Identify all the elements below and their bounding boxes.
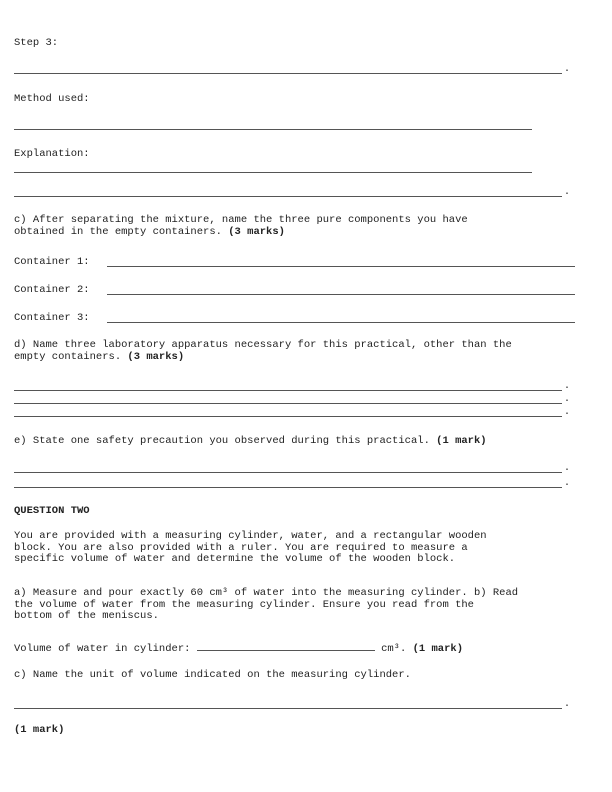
container-3-answer-line[interactable] xyxy=(107,322,575,323)
part-d-text: d) Name three laboratory apparatus necessary for this practical, other than the empty containers. xyxy=(14,339,512,363)
part-e-answer-line-1[interactable] xyxy=(14,472,562,473)
explanation-label: Explanation: xyxy=(14,148,90,160)
volume-label: Volume of water in cylinder: xyxy=(14,643,191,655)
explanation-answer-line-1[interactable] xyxy=(14,172,532,173)
volume-unit: cm³. xyxy=(381,643,407,655)
part-d-marks: (3 marks) xyxy=(127,350,185,363)
container-3-label: Container 3: xyxy=(14,312,90,324)
container-2-answer-line[interactable] xyxy=(107,294,575,295)
method-label: Method used: xyxy=(14,93,90,105)
step3-label: Step 3: xyxy=(14,37,59,49)
line-end-dot: . xyxy=(564,64,571,75)
explanation-answer-line-2[interactable] xyxy=(14,196,562,197)
line-end-dot: . xyxy=(564,187,571,198)
part-d-answer-line-2[interactable] xyxy=(14,403,562,404)
part-e-question xyxy=(14,435,487,447)
part-c-question xyxy=(14,215,468,238)
question-two-part-c: c) Name the unit of volume indicated on the measuring cylinder. xyxy=(14,669,411,681)
part-c-marks: (3 marks) xyxy=(228,225,285,238)
volume-row xyxy=(14,642,463,655)
part-c-text: c) After separating the mixture, name the three pure components you have obtained in the empty containers. xyxy=(14,214,468,238)
question-two-part-c-marks-row xyxy=(14,724,64,736)
part-d-answer-line-3[interactable] xyxy=(14,416,562,417)
line-end-dot: . xyxy=(564,478,571,489)
container-1-answer-line[interactable] xyxy=(107,266,575,267)
line-end-dot: . xyxy=(564,394,571,405)
question-two-intro: You are provided with a measuring cylinder, water, and a rectangular wooden block. You are also provided with a ruler. You are required to measure a specific volume of water and determine the volume of the wooden block. xyxy=(14,530,487,565)
question-two-heading xyxy=(14,505,90,517)
volume-marks: (1 mark) xyxy=(412,643,464,655)
part-d-question xyxy=(14,340,512,363)
container-1-label: Container 1: xyxy=(14,256,90,268)
container-2-label: Container 2: xyxy=(14,284,90,296)
question-two-part-c-answer-line[interactable] xyxy=(14,708,562,709)
method-answer-line[interactable] xyxy=(14,129,532,130)
volume-answer-line[interactable] xyxy=(197,642,375,651)
part-e-text: e) State one safety precaution you observed during this practical. xyxy=(14,435,437,447)
line-end-dot: . xyxy=(564,407,571,418)
question-two-heading-text: QUESTION TWO xyxy=(14,505,90,517)
part-e-marks: (1 mark) xyxy=(436,435,487,447)
question-two-part-c-marks: (1 mark) xyxy=(14,724,65,736)
line-end-dot: . xyxy=(564,463,571,474)
question-two-part-ab: a) Measure and pour exactly 60 cm³ of water into the measuring cylinder. b) Read the volume of water from the measuring cylinder. Ensure you read from the bottom of the meniscus. xyxy=(14,587,519,622)
step3-answer-line[interactable] xyxy=(14,73,562,74)
part-d-answer-line-1[interactable] xyxy=(14,390,562,391)
line-end-dot: . xyxy=(564,381,571,392)
part-e-answer-line-2[interactable] xyxy=(14,487,562,488)
line-end-dot: . xyxy=(564,699,571,710)
